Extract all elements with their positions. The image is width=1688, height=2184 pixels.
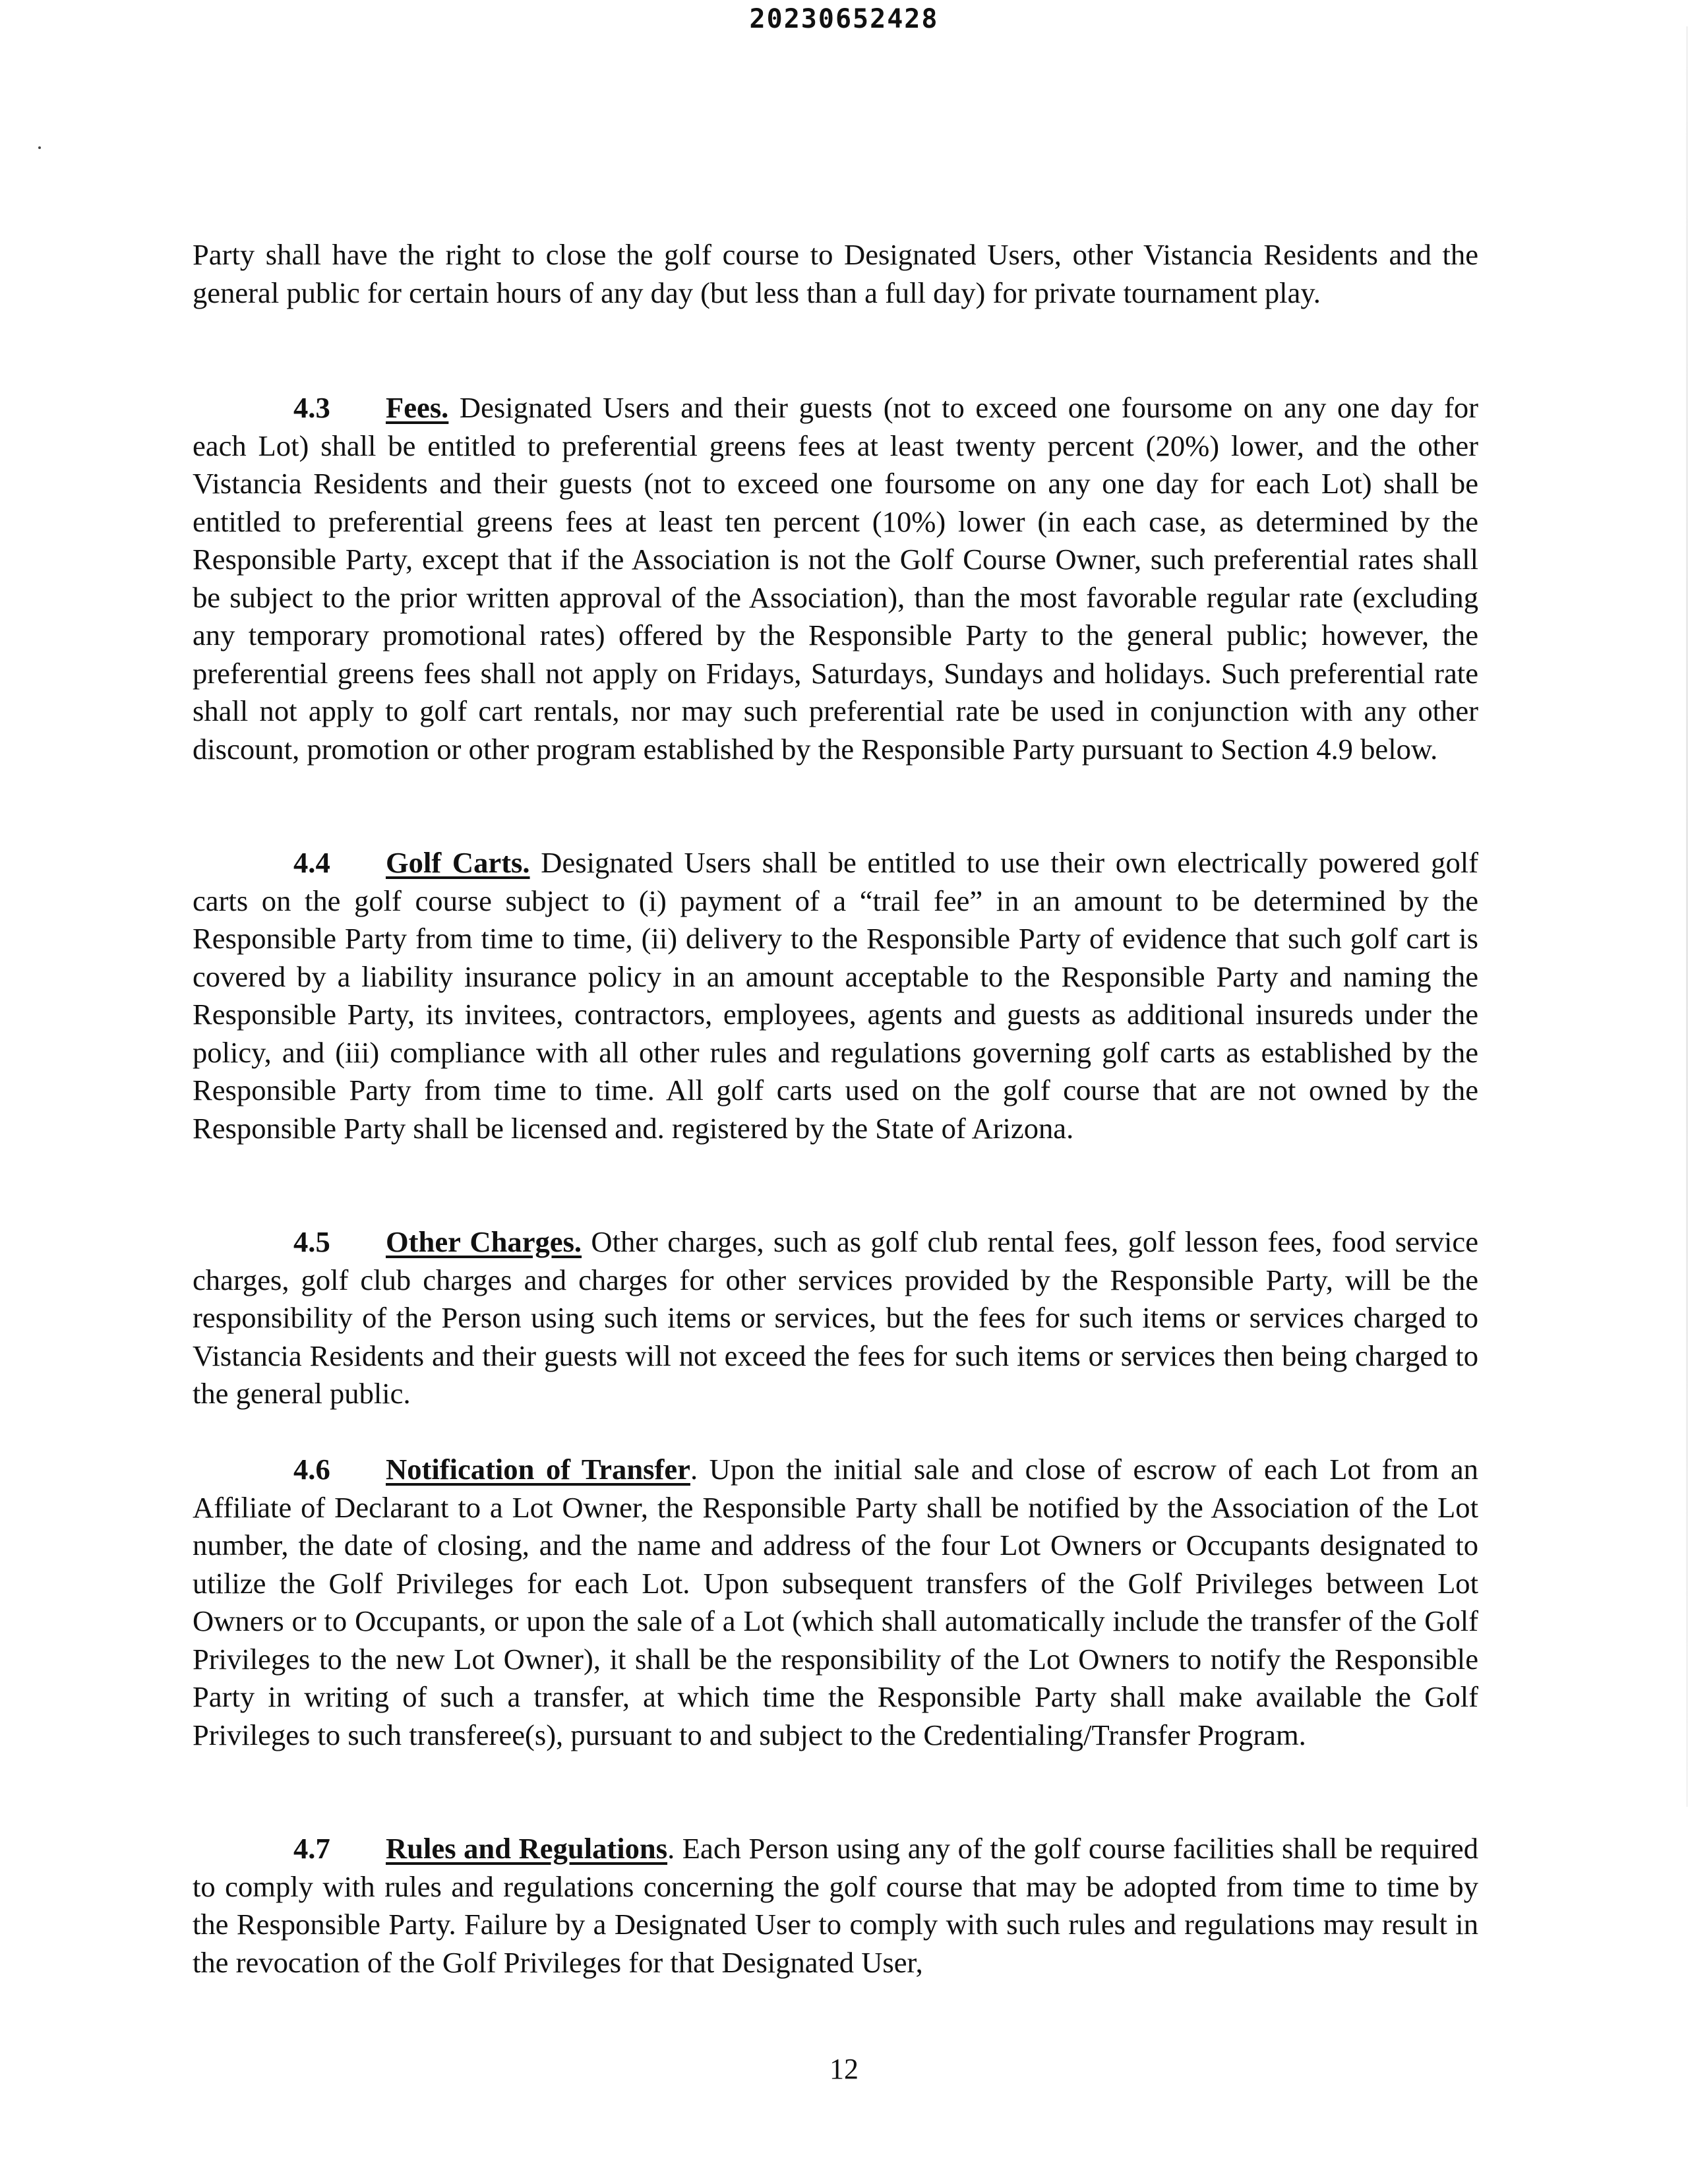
page-number: 12 — [829, 2053, 859, 2085]
section-number: 4.3 — [293, 391, 330, 424]
section-4-6-paragraph — [193, 1451, 1478, 1754]
section-text: Designated Users and their guests (not to exceed one foursome on any one day for each Lot) shall be entitled to preferential greens fees at least twenty percent (20%) lower, and the other Vistancia Residents and their guests (not to exceed one foursome on any one day for each Lot) shall be entitled to preferential greens fees at least ten percent (10%) lower (in each case, as determined by the Responsible Party, except that if the Association is not the Golf Course Owner, such preferential rates shall be subject to the prior written approval of the Association), than the most favorable regular rate (excluding any temporary promotional rates) offered by the Responsible Party to the general public; however, the preferential greens fees shall not apply on Fridays, Saturdays, Sundays and holidays. Such preferential rate shall not apply to golf cart rentals, nor may such preferential rate be used in conjunction with any other discount, promotion or other program established by the Responsible Party pursuant to Section 4.9 below. — [193, 391, 1478, 766]
section-title: Notification of Transfer — [386, 1453, 690, 1486]
section-4-3-paragraph — [193, 389, 1478, 768]
section-number: 4.5 — [293, 1225, 330, 1258]
section-text: . Each Person using any of the golf course facilities shall be required to comply with rules and regulations concerning the golf course that may be adopted from time to time by the Responsible Party. Failure by a Designated User to comply with such rules and regulations may result in the revocation of the Golf Privileges for that Designated User, — [193, 1832, 1478, 1979]
continuation-paragraph: Party shall have the right to close the golf course to Designated Users, other Vistancia Residents and the general public for certain hours of any day (but less than a full day) for private tournament play. — [193, 238, 1478, 309]
scan-speck — [38, 146, 41, 149]
section-number: 4.6 — [293, 1453, 330, 1486]
document-number: 20230652428 — [749, 4, 939, 34]
section-title: Golf Carts. — [386, 846, 530, 879]
section-4-7-paragraph — [193, 1830, 1478, 1982]
section-title: Fees. — [386, 391, 449, 424]
section-title: Other Charges. — [386, 1225, 582, 1258]
section-number: 4.4 — [293, 846, 330, 879]
section-4-4-paragraph — [193, 844, 1478, 1147]
section-4-5-paragraph — [193, 1223, 1478, 1413]
section-text: Designated Users shall be entitled to use their own electrically powered golf carts on the golf course subject to (i) payment of a “trail fee” in an amount to be determined by the Responsible Party from time to time, (ii) delivery to the Responsible Party of evidence that such golf cart is covered by a liability insurance policy in an amount acceptable to the Responsible Party and naming the Responsible Party, its invitees, contractors, employees, agents and guests as additional insureds under the policy, and (iii) compliance with all other rules and regulations governing golf carts as established by the Responsible Party from time to time. All golf carts used on the golf course that are not owned by the Responsible Party shall be licensed and. registered by the State of Arizona. — [193, 846, 1478, 1145]
section-text: Other charges, such as golf club rental fees, golf lesson fees, food service charges, golf club charges and charges for other services provided by the Responsible Party, will be the responsibility of the Person using such items or services, but the fees for such items or services charged to Vistancia Residents and their guests will not exceed the fees for such items or services then being charged to the general public. — [193, 1225, 1479, 1410]
section-title: Rules and Regulations — [386, 1832, 668, 1865]
section-text: . Upon the initial sale and close of escrow of each Lot from an Affiliate of Declarant to a Lot Owner, the Responsible Party shall be notified by the Association of the Lot number, the date of closing, and the name and address of the four Lot Owners or Occupants designated to utilize the Golf Privileges for each Lot. Upon subsequent transfers of the Golf Privileges between Lot Owners or to Occupants, or upon the sale of a Lot (which shall automatically include the transfer of the Golf Privileges to the new Lot Owner), it shall be the responsibility of the Lot Owners to notify the Responsible Party in writing of such a transfer, at which time the Responsible Party shall make available the Golf Privileges to such transferee(s), pursuant to and subject to the Credentialing/Transfer Program. — [193, 1453, 1478, 1751]
section-number: 4.7 — [293, 1832, 330, 1865]
